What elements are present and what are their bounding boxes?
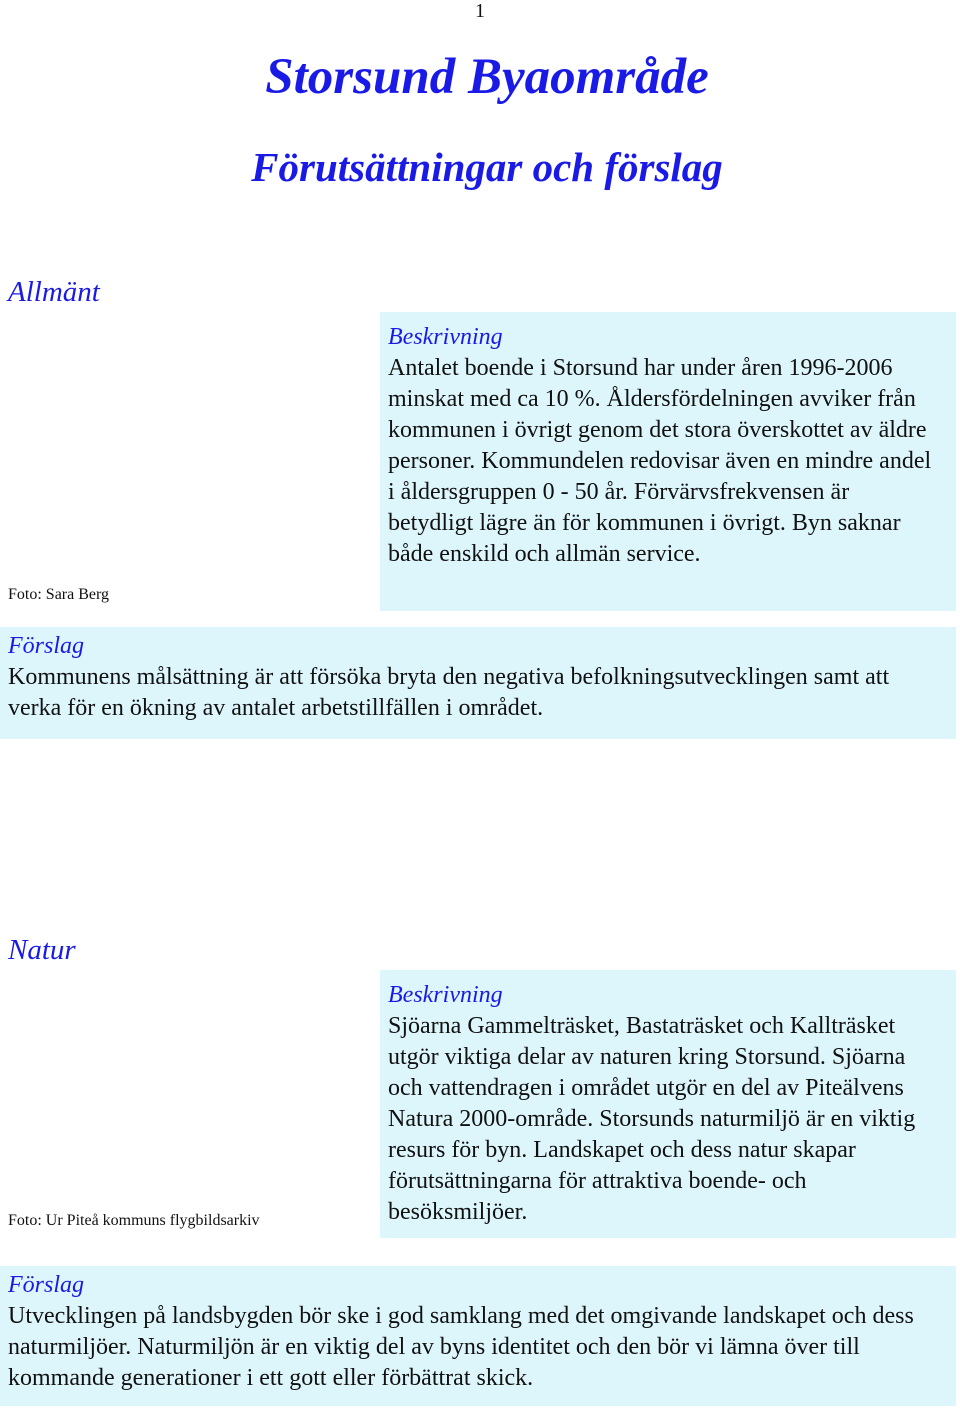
proposal-text: Utvecklingen på landsbygden bör ske i god samklang med det omgivande landskapet och dess naturmiljöer. Naturmiljön är en viktig del av byns identitet och den bör vi lämna över till kommande generationer i ett gott eller förbättrat skick. [8, 1303, 914, 1391]
proposal-box-natur [0, 1266, 956, 1406]
section-heading-allmant: Allmänt [8, 276, 100, 308]
document-subtitle: Förutsättningar och förslag [251, 144, 723, 190]
proposal-label: Förslag [8, 1272, 85, 1298]
photo-caption-natur: Foto: Ur Piteå kommuns flygbildsarkiv [8, 1212, 260, 1229]
description-text: Antalet boende i Storsund har under åren 1996-2006 minskat med ca 10 %. Åldersfördelningen avviker från kommunen i övrigt genom det stora överskottet av äldre personer. Kommundelen redovisar även en mindre andel i åldersgruppen 0 - 50 år. Förvärvsfrekvensen är betydligt lägre än för kommunen i övrigt. Byn saknar både enskild och allmän service. [388, 355, 932, 567]
description-box-natur [380, 970, 956, 1238]
document-title: Storsund Byaområde [265, 49, 709, 105]
description-label: Beskrivning [388, 324, 503, 350]
section-heading-natur: Natur [8, 934, 76, 966]
page-number: 1 [475, 0, 485, 22]
description-box-allmant [380, 312, 956, 611]
photo-caption-allmant: Foto: Sara Berg [8, 586, 110, 603]
description-label: Beskrivning [388, 982, 503, 1008]
proposal-label: Förslag [8, 633, 85, 659]
proposal-text: Kommunens målsättning är att försöka bryta den negativa befolkningsutvecklingen samt att verka för en ökning av antalet arbetstillfällen i området. [8, 664, 890, 721]
description-text: Sjöarna Gammelträsket, Bastaträsket och Kallträsket utgör viktiga delar av naturen kring Storsund. Sjöarna och vattendragen i området utgör en del av Piteälvens Natura 2000-område. Storsunds naturmiljö är en viktig resurs för byn. Landskapet och dess natur skapar förutsättningarna för attraktiva boende- och besöksmiljöer. [388, 1013, 916, 1225]
proposal-box-allmant [0, 627, 956, 739]
